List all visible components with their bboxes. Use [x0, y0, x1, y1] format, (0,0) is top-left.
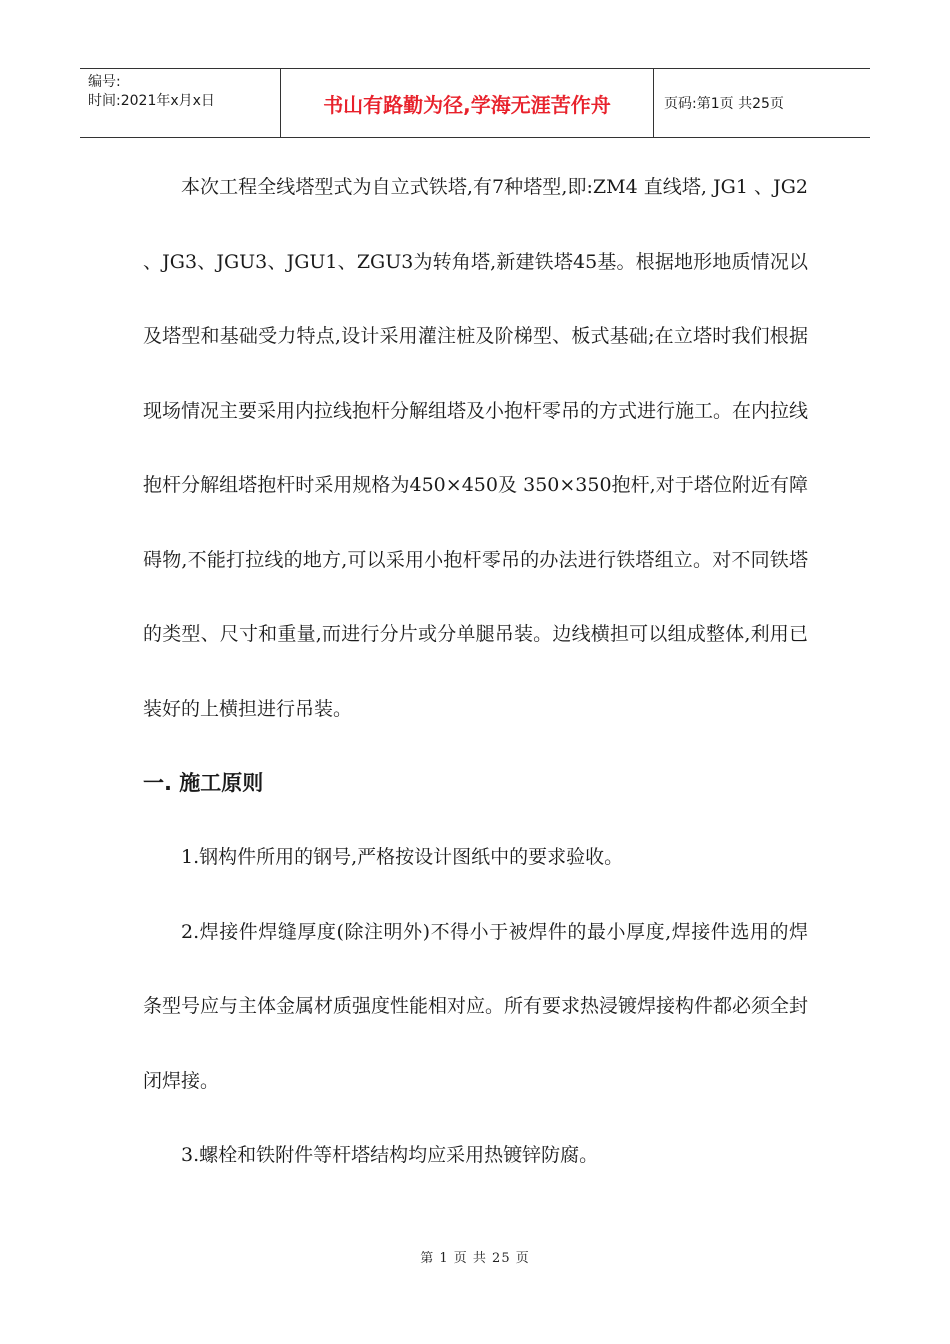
document-number: 编号: [88, 74, 121, 90]
principle-item-2: 2.焊接件焊缝厚度(除注明外)不得小于被焊件的最小厚度,焊接件选用的焊条型号应与主体金属材质强度性能相对应。所有要求热浸镀焊接构件都必须全封闭焊接。 [143, 920, 809, 1092]
principle-item-3: 3.螺栓和铁附件等杆塔结构均应采用热镀锌防腐。 [181, 1144, 599, 1166]
page-header [80, 68, 870, 138]
section-heading: 一. 施工原则 [143, 771, 264, 795]
document-date: 时间:2021年x月x日 [88, 93, 215, 109]
header-page-number: 页码:第1页 共25页 [664, 96, 784, 112]
page-footer: 第 1 页 共 25 页 [420, 1251, 530, 1266]
intro-paragraph: 本次工程全线塔型式为自立式铁塔,有7种塔型,即:ZM4 直线塔, JG1 、JG2 、JG3、JGU3、JGU1、ZGU3为转角塔,新建铁塔45基。根据地形地质情况以及塔型和基础受力特点,设计采用灌注桩及阶梯型、板式基础;在立塔时我们根据现场情况主要采用内拉线抱杆分解组塔及小抱杆零吊的方式进行施工。在内拉线抱杆分解组塔抱杆时采用规格为450×450及 350×350抱杆,对于塔位附近有障碍物,不能打拉线的地方,可以采用小抱杆零吊的办法进行铁塔组立。对不同铁塔的类型、尺寸和重量,而进行分片或分单腿吊装。边线横担可以组成整体,利用已装好的上横担进行吊装。 [143, 176, 809, 720]
document-body [143, 150, 808, 1193]
principle-item-1: 1.钢构件所用的钢号,严格按设计图纸中的要求验收。 [181, 846, 624, 868]
header-meta [80, 69, 281, 137]
header-motto: 书山有路勤为径,学海无涯苦作舟 [281, 69, 654, 137]
